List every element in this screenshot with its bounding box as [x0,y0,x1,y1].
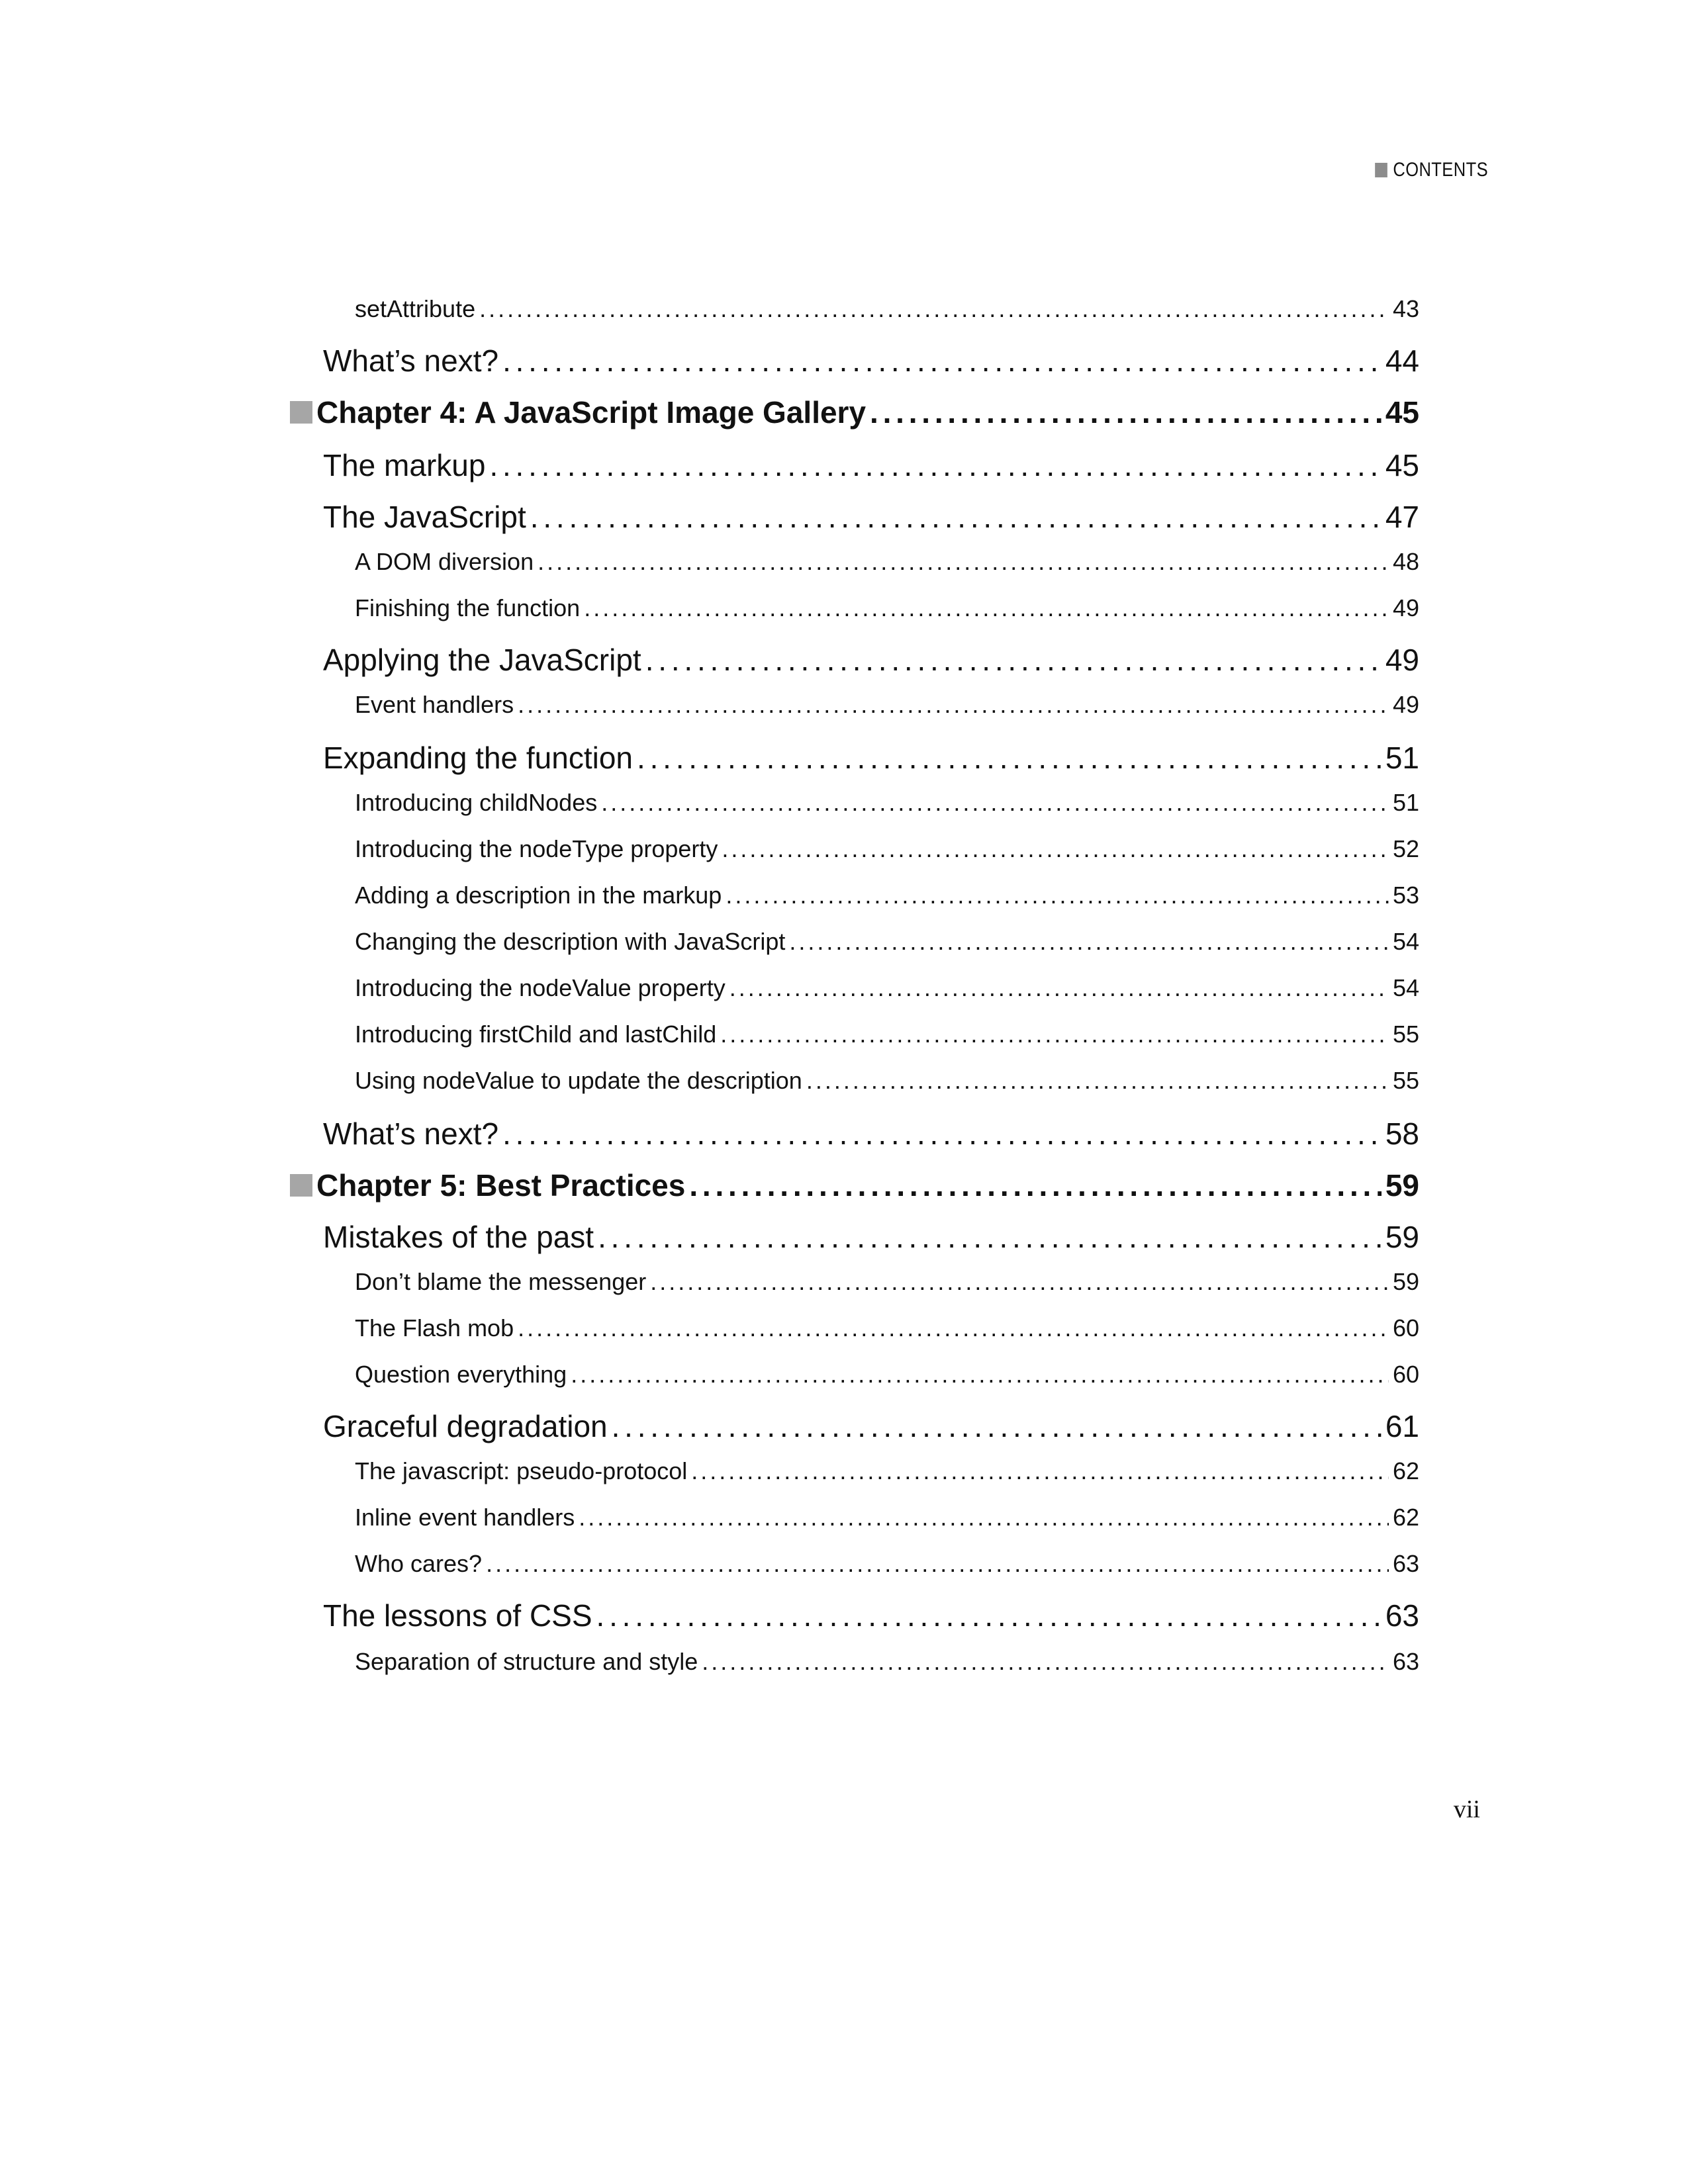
toc-entry-label: Inline event handlers [355,1504,575,1531]
toc-entry-page: 54 [1392,928,1419,955]
toc-entry-page: 63 [1392,1648,1419,1675]
toc-subsection-entry[interactable] [355,1457,1419,1485]
toc-entry-page: 59 [1385,1168,1419,1203]
toc-entry-page: 63 [1385,1598,1419,1633]
toc-entry-page: 44 [1385,343,1419,378]
toc-entry-label: The JavaScript [323,500,526,534]
dot-leader [584,594,1389,622]
toc-section-entry[interactable] [323,1116,1419,1152]
toc-entry-page: 60 [1392,1314,1419,1342]
toc-entry-page: 48 [1392,548,1419,575]
toc-entry-page: 60 [1392,1361,1419,1388]
toc-entry-label: Mistakes of the past [323,1220,594,1254]
toc-entry-label: Graceful degradation [323,1409,608,1443]
dot-leader [870,394,1382,430]
toc-entry-label: Chapter 4: A JavaScript Image Gallery [316,395,867,430]
toc-subsection-entry[interactable] [355,835,1419,863]
toc-entry-page: 62 [1392,1457,1419,1484]
toc-entry-page: 52 [1392,835,1419,862]
dot-leader [598,1219,1382,1255]
toc-entry-label: Separation of structure and style [355,1648,698,1675]
toc-entry-label: Introducing the nodeValue property [355,974,726,1001]
toc-entry-page: 59 [1385,1220,1419,1254]
toc-entry-label: What’s next? [323,1116,499,1151]
toc-entry-page: 51 [1392,789,1419,816]
toc-section-entry[interactable] [323,447,1419,483]
toc-subsection-entry[interactable] [355,1067,1419,1095]
toc-entry-page: 49 [1392,691,1419,718]
toc-section-entry[interactable] [323,1219,1419,1255]
toc-entry-page: 49 [1385,643,1419,677]
toc-subsection-entry[interactable] [355,882,1419,909]
dot-leader [650,1268,1389,1296]
toc-entry-label: Introducing the nodeType property [355,835,718,862]
dot-leader [726,882,1389,909]
toc-entry-label: Introducing firstChild and lastChild [355,1021,717,1048]
dot-leader [479,295,1389,323]
toc-entry-page: 45 [1385,395,1419,430]
toc-subsection-entry[interactable] [355,691,1419,719]
dot-leader [720,1021,1389,1048]
toc-entry-page: 53 [1392,882,1419,909]
toc-entry-label: Question everything [355,1361,567,1388]
toc-entry-page: 49 [1392,594,1419,621]
toc-entry-label: The Flash mob [355,1314,514,1342]
dot-leader [571,1361,1389,1388]
toc-entry-label: Who cares? [355,1550,483,1577]
toc-chapter-entry[interactable] [290,1167,1419,1203]
toc-entry-label: Event handlers [355,691,514,718]
dot-leader [691,1457,1389,1485]
toc-entry-label: The lessons of CSS [323,1598,592,1633]
toc-entry-page: 63 [1392,1550,1419,1577]
dot-leader [518,1314,1389,1342]
toc-subsection-entry[interactable] [355,789,1419,817]
toc-entry-label: Adding a description in the markup [355,882,722,909]
page-number: vii [1453,1796,1480,1823]
toc-section-entry[interactable] [323,1598,1419,1633]
toc-entry-page: 55 [1392,1021,1419,1048]
dot-leader [689,1167,1381,1203]
toc-entry-label: The markup [323,448,486,482]
dot-leader [486,1550,1389,1578]
dot-leader [645,642,1382,678]
toc-subsection-entry[interactable] [355,295,1419,323]
toc-entry-page: 62 [1392,1504,1419,1531]
toc-subsection-entry[interactable] [355,1550,1419,1578]
toc-subsection-entry[interactable] [355,1361,1419,1388]
dot-leader [502,1116,1382,1152]
toc-entry-label: Finishing the function [355,594,581,621]
toc-subsection-entry[interactable] [355,1314,1419,1342]
toc-subsection-entry[interactable] [355,1268,1419,1296]
toc-entry-label: The javascript: pseudo-protocol [355,1457,688,1484]
dot-leader [601,789,1389,817]
dot-leader [806,1067,1389,1095]
toc-entry-label: Applying the JavaScript [323,643,641,677]
running-head-label: CONTENTS [1393,159,1488,181]
dot-leader [489,447,1381,483]
toc-chapter-entry[interactable] [290,394,1419,430]
toc-entry-label: Using nodeValue to update the description [355,1067,802,1094]
dot-leader [502,343,1382,379]
toc-entry-page: 51 [1385,741,1419,775]
toc-subsection-entry[interactable] [355,928,1419,956]
toc-section-entry[interactable] [323,642,1419,678]
toc-entry-label: A DOM diversion [355,548,534,575]
dot-leader [637,740,1382,776]
toc-entry-page: 43 [1392,295,1419,322]
toc-subsection-entry[interactable] [355,548,1419,576]
toc-entry-label: Changing the description with JavaScript [355,928,786,955]
toc-entry-page: 45 [1385,448,1419,482]
dot-leader [530,499,1382,535]
toc-entry-page: 58 [1385,1116,1419,1151]
toc-entry-label: Don’t blame the messenger [355,1268,647,1295]
toc-subsection-entry[interactable] [355,1021,1419,1048]
toc-section-entry[interactable] [323,343,1419,379]
toc-entry-page: 54 [1392,974,1419,1001]
toc-section-entry[interactable] [323,740,1419,776]
dot-leader [729,974,1389,1002]
dot-leader [538,548,1389,576]
toc-entry-label: setAttribute [355,295,476,322]
toc-section-entry[interactable] [323,499,1419,535]
toc-entry-label: Expanding the function [323,741,633,775]
toc-entry-page: 47 [1385,500,1419,534]
dot-leader [518,691,1389,719]
toc-entry-page: 55 [1392,1067,1419,1094]
chapter-square-icon [290,401,312,424]
toc-section-entry[interactable] [323,1408,1419,1444]
toc-subsection-entry[interactable] [355,974,1419,1002]
dot-leader [722,835,1389,863]
toc-entry-label: Introducing childNodes [355,789,598,816]
toc-entry-page: 61 [1385,1409,1419,1443]
dot-leader [789,928,1389,956]
toc-entry-label: Chapter 5: Best Practices [316,1168,686,1203]
dot-leader [702,1648,1389,1676]
dot-leader [612,1408,1382,1444]
toc-entry-page: 59 [1392,1268,1419,1295]
dot-leader [579,1504,1389,1531]
toc-subsection-entry[interactable] [355,594,1419,622]
toc-entry-label: What’s next? [323,343,499,378]
dot-leader [596,1598,1382,1633]
chapter-square-icon [290,1174,312,1197]
toc-subsection-entry[interactable] [355,1504,1419,1531]
toc-subsection-entry[interactable] [355,1648,1419,1676]
